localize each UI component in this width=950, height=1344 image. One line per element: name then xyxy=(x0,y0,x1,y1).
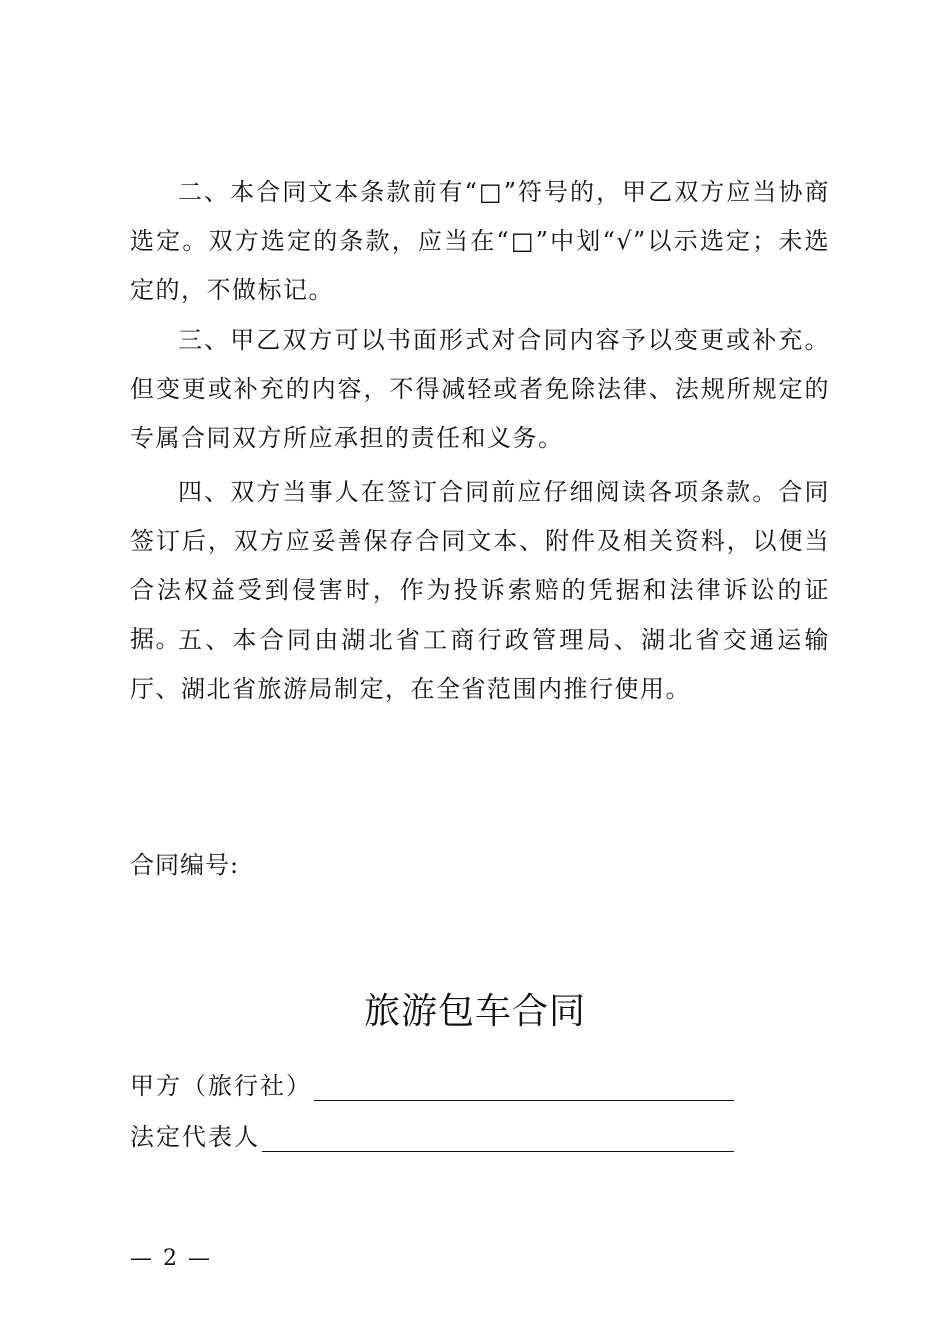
clause-five: 五、本合同由湖北省工商行政管理局、湖北省交通运输厅、湖北省旅游局制定，在全省范围内推行使用。 xyxy=(130,626,830,703)
legal-representative-label: 法定代表人 xyxy=(130,1123,260,1151)
clause-two: 二、本合同文本条款前有“□”符号的，甲乙双方应当协商选定。双方选定的条款，应当在“□”中划“√”以示选定；未选定的，不做标记。 xyxy=(130,178,830,304)
clause-three: 三、甲乙双方可以书面形式对合同内容予以变更或补充。但变更或补充的内容，不得减轻或者免除法律、法规所规定的专属合同双方所应承担的责任和义务。 xyxy=(130,326,830,452)
clause-four: 四、双方当事人在签订合同前应仔细阅读各项条款。合同签订后，双方应妥善保存合同文本、附件及相关资料，以便当合法权益受到侵害时，作为投诉索赔的凭据和法律诉讼的证据。 xyxy=(130,478,830,653)
page-number: — 2 — xyxy=(130,1246,212,1271)
document-title: 旅游包车合同 xyxy=(363,991,586,1032)
party-a-blank-line[interactable] xyxy=(314,1072,734,1101)
contract-number-label: 合同编号: xyxy=(130,851,240,879)
legal-representative-blank-line[interactable] xyxy=(262,1123,734,1152)
party-a-label: 甲方（旅行社） xyxy=(130,1072,312,1100)
party-a-row xyxy=(130,1066,734,1101)
legal-representative-row xyxy=(130,1117,734,1152)
